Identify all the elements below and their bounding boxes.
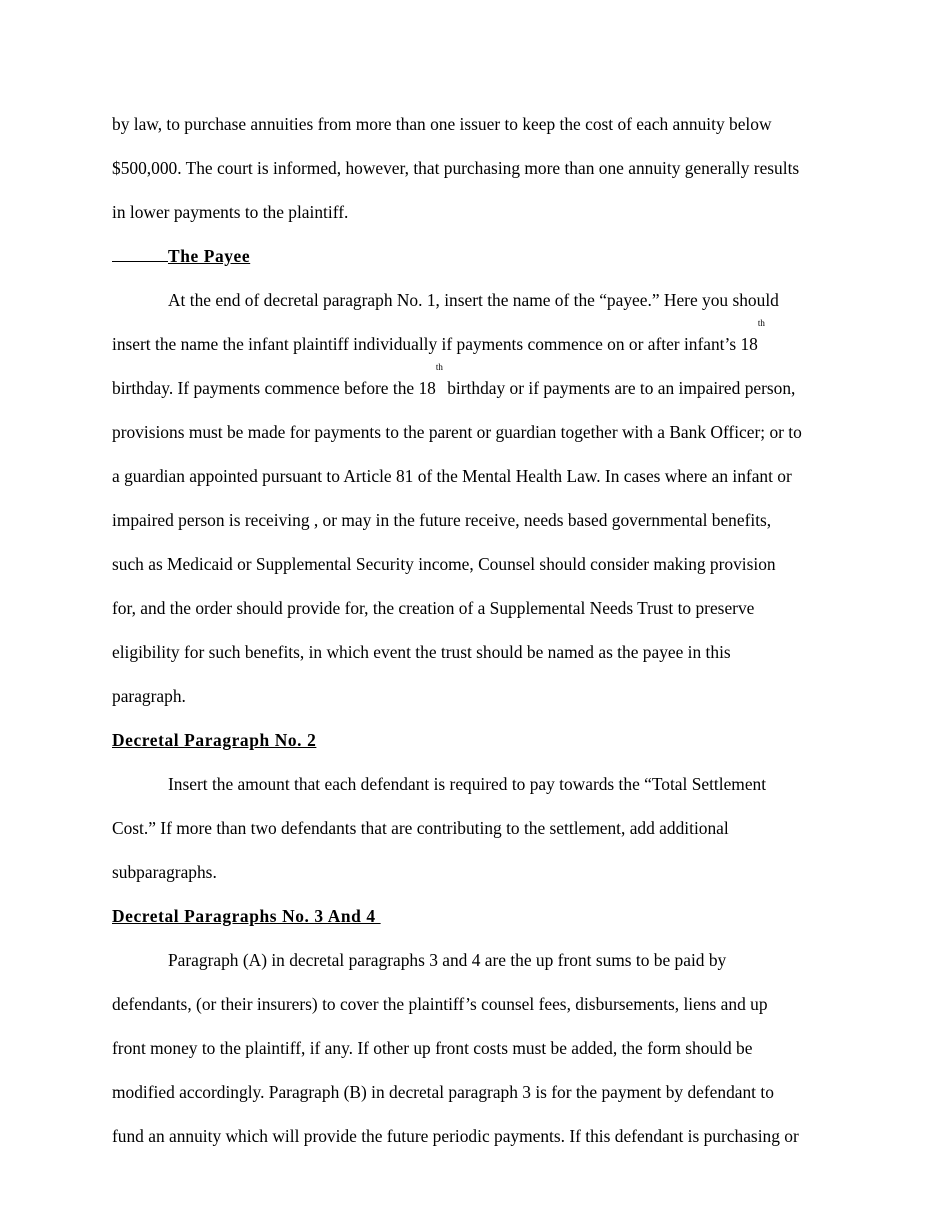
body-line: a guardian appointed pursuant to Article 81 of the Mental Health Law. In cases where an infant or	[112, 466, 792, 486]
section-heading-paragraphs-3-4	[112, 900, 862, 944]
body-line: impaired person is receiving , or may in the future receive, needs based governmental benefits,	[112, 510, 772, 530]
heading-underline-indent	[112, 260, 168, 262]
body-line	[112, 318, 862, 372]
body-line: such as Medicaid or Supplemental Security income, Counsel should consider making provision	[112, 554, 776, 574]
body-line: eligibility for such benefits, in which event the trust should be named as the payee in this	[112, 642, 731, 662]
section-heading-paragraph-2	[112, 724, 862, 768]
body-line: $500,000. The court is informed, however, that purchasing more than one annuity generally results	[112, 158, 800, 178]
body-line: fund an annuity which will provide the future periodic payments. If this defendant is purchasing or	[112, 1126, 799, 1146]
body-line: paragraph.	[112, 686, 186, 706]
section-heading-label: The Payee	[168, 246, 251, 266]
document-page	[112, 108, 862, 1164]
body-line: subparagraphs.	[112, 862, 217, 882]
body-line: by law, to purchase annuities from more than one issuer to keep the cost of each annuity below	[112, 114, 772, 134]
body-line: in lower payments to the plaintiff.	[112, 202, 349, 222]
body-line: provisions must be made for payments to the parent or guardian together with a Bank Officer; or to	[112, 422, 802, 442]
body-line: front money to the plaintiff, if any. If other up front costs must be added, the form should be	[112, 1038, 753, 1058]
body-line: Insert the amount that each defendant is required to pay towards the “Total Settlement	[168, 774, 767, 794]
section-heading-label: Decretal Paragraph No. 2	[112, 730, 317, 750]
section-heading-label: Decretal Paragraphs No. 3 And 4	[112, 906, 381, 926]
superscript: th	[757, 318, 765, 328]
body-line: defendants, (or their insurers) to cover the plaintiff’s counsel fees, disbursements, liens and up	[112, 994, 768, 1014]
body-line: At the end of decretal paragraph No. 1, insert the name of the “payee.” Here you should	[168, 290, 779, 310]
body-text: insert the name the infant plaintiff individually if payments commence on or after infant’s 18	[112, 334, 758, 354]
body-line: Paragraph (A) in decretal paragraphs 3 and 4 are the up front sums to be paid by	[168, 950, 727, 970]
body-line	[112, 362, 862, 416]
superscript: th	[435, 362, 443, 372]
body-text: birthday. If payments commence before the 18	[112, 378, 436, 398]
body-line: for, and the order should provide for, the creation of a Supplemental Needs Trust to preserve	[112, 598, 755, 618]
section-heading-payee	[112, 240, 862, 284]
body-text: birthday or if payments are to an impaired person,	[442, 378, 796, 398]
body-line: Cost.” If more than two defendants that are contributing to the settlement, add additional	[112, 818, 729, 838]
body-line: modified accordingly. Paragraph (B) in decretal paragraph 3 is for the payment by defendant to	[112, 1082, 774, 1102]
